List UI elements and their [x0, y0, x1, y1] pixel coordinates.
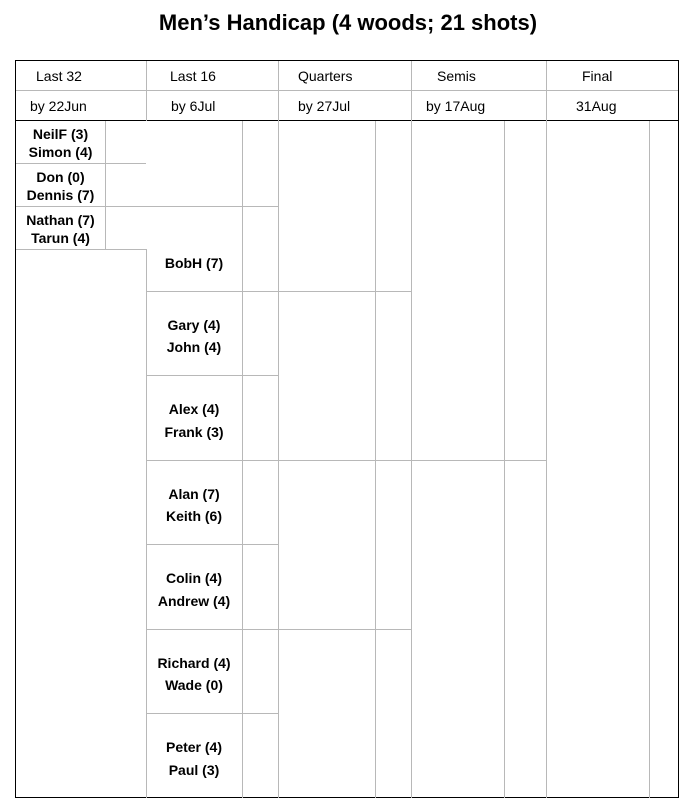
player-name: Gary (4) — [167, 317, 221, 333]
score-column-line — [649, 121, 650, 798]
header-divider — [16, 90, 678, 91]
player-name: Colin (4) — [166, 570, 222, 586]
player-name: Andrew (4) — [157, 593, 231, 609]
page-title: Men’s Handicap (4 woods; 21 shots) — [158, 10, 538, 35]
column-separator — [278, 61, 279, 121]
last16-match — [146, 629, 242, 713]
round-deadline-last32: by 22Jun — [30, 98, 87, 114]
round-name-final: Final — [582, 68, 613, 84]
player-name: NeilF (3) — [32, 125, 89, 142]
column-separator — [411, 61, 412, 121]
column-line — [546, 121, 547, 798]
round-name-semis: Semis — [437, 68, 476, 84]
player-name: Wade (0) — [165, 677, 223, 693]
row-line — [411, 460, 546, 461]
round-deadline-last16: by 6Jul — [171, 98, 216, 114]
round-deadline-quarters: by 27Jul — [298, 98, 351, 114]
player-name: Tarun (4) — [31, 229, 90, 246]
bracket-table — [15, 60, 679, 798]
last16-match — [146, 291, 242, 375]
row-line — [278, 291, 411, 292]
last32-match — [16, 164, 105, 207]
last16-match — [146, 206, 242, 291]
player-name: Keith (6) — [166, 508, 222, 524]
last16-match — [146, 544, 242, 629]
player-name: Alex (4) — [168, 401, 220, 417]
round-name-last16: Last 16 — [170, 68, 216, 84]
player-name: Simon (4) — [28, 143, 93, 160]
last16-match — [146, 460, 242, 544]
score-column-line — [105, 121, 106, 250]
player-name: Paul (3) — [168, 762, 220, 778]
player-name: Nathan (7) — [26, 211, 95, 228]
player-name: Richard (4) — [157, 655, 231, 671]
round-name-quarters: Quarters — [298, 68, 353, 84]
header-bottom-rule — [16, 120, 678, 121]
last32-match — [16, 207, 105, 250]
column-separator — [546, 61, 547, 121]
last16-match — [146, 713, 242, 798]
round-deadline-semis: by 17Aug — [426, 98, 486, 114]
player-name: Dennis (7) — [26, 186, 95, 203]
round-name-last32: Last 32 — [36, 68, 82, 84]
player-name: Peter (4) — [165, 739, 223, 755]
round-deadline-final: 31Aug — [576, 98, 617, 114]
column-separator — [146, 61, 147, 121]
player-name: Don (0) — [36, 168, 85, 185]
last32-match — [16, 121, 105, 164]
last16-match — [146, 375, 242, 460]
player-name: Frank (3) — [164, 424, 224, 440]
player-name: Alan (7) — [168, 486, 220, 502]
row-line — [278, 629, 411, 630]
player-name: BobH (7) — [164, 255, 224, 271]
player-name: John (4) — [166, 339, 222, 355]
last16-match — [146, 121, 242, 206]
row-line — [278, 460, 411, 461]
